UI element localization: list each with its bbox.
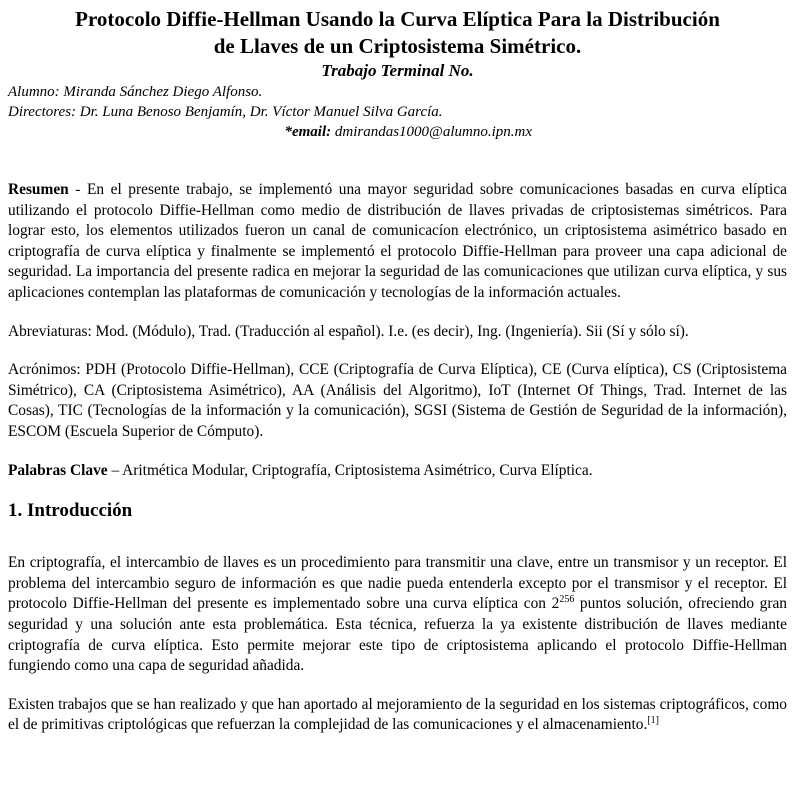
intro-p1-part-a: En criptografía, el intercambio de llaves es un procedimiento para transmitir una clave, entre un transmisor y un receptor. El problema del intercambio seguro de información es que nadie pueda entenderla excepto por el transmisor y el receptor. El protocolo Diffie-Hellman del presente es implementado sobre una curva elíptica con 2 bbox=[8, 554, 787, 613]
abbreviations: Abreviaturas: Mod. (Módulo), Trad. (Traducción al español). I.e. (es decir), Ing. (Ingeniería). Sii (Sí y sólo sí). bbox=[8, 322, 689, 340]
intro-paragraph-2 bbox=[8, 695, 787, 736]
exponent: 256 bbox=[559, 594, 575, 606]
keywords bbox=[8, 461, 787, 482]
paper-subtitle: Trabajo Terminal No. bbox=[321, 61, 474, 80]
intro-p2-text: Existen trabajos que se han realizado y que han aportado al mejoramiento de la seguridad en los sistemas criptográficos, como el de primitivas criptológicas que refuerzan la complejidad de las comunicaciones y el almacenamiento. bbox=[8, 695, 787, 734]
directors: Directores: Dr. Luna Benoso Benjamín, Dr. Víctor Manuel Silva García. bbox=[8, 104, 443, 120]
email-line bbox=[8, 122, 787, 142]
title-line-1: Protocolo Diffie-Hellman Usando la Curva Elíptica Para la Distribución bbox=[75, 7, 720, 31]
section-heading-introduccion: 1. Introducción bbox=[8, 500, 133, 522]
citation-ref-1[interactable]: [1] bbox=[647, 715, 659, 727]
email-address: dmirandas1000@alumno.ipn.mx bbox=[334, 124, 532, 140]
abstract bbox=[8, 180, 787, 304]
abstract-label: Resumen bbox=[8, 181, 69, 198]
paper-title bbox=[8, 6, 787, 60]
keywords-label: Palabras Clave bbox=[8, 461, 108, 479]
intro-p1-part-b: puntos solución, ofreciendo gran seguridad y una solución ante esta problemática. Esta técnica, refuerza la ya existente distribución de llaves mediante criptografía de curva elíptica. Esto permite mejorar este tipo de criptosistema aplicando el protocolo Diffie-Hellman fungiendo como una capa de seguridad añadida. bbox=[8, 595, 787, 675]
abstract-text: - En el presente trabajo, se implementó una mayor seguridad sobre comunicaciones basadas en curva elíptica utilizando el protocolo Diffie-Hellman como medio de distribución de llaves privadas de criptosistemas simétricos. Para lograr esto, los elementos utilizados fueron un canal de comunicacíon electrónico, un criptosistema asimétrico basado en criptografía de curva elíptica y finalmente se implementó el protocolo Diffie-Hellman para proveer una capa adicional de seguridad. La importancia del presente radica en mejorar la seguridad de las comunicaciones que utilizan curva elíptica, y sus aplicaciones contemplan las plataformas de comunicación y tecnologías de la información actuales. bbox=[8, 181, 787, 301]
title-line-2: de Llaves de un Criptosistema Simétrico. bbox=[213, 34, 582, 58]
intro-paragraph-1 bbox=[8, 553, 787, 677]
keywords-text: – Aritmética Modular, Criptografía, Criptosistema Asimétrico, Curva Elíptica. bbox=[107, 461, 593, 479]
email-label: *email: bbox=[284, 124, 332, 140]
student-name: Alumno: Miranda Sánchez Diego Alfonso. bbox=[8, 84, 263, 100]
acronyms: Acrónimos: PDH (Protocolo Diffie-Hellman), CCE (Criptografía de Curva Elíptica), CE (Curva elíptica), CS (Criptosistema Simétrico), CA (Criptosistema Asimétrico), AA (Análisis del Algoritmo), IoT (Internet Of Things, Trad. Internet de las Cosas), TIC (Tecnologías de la información y la comunicación), SGSI (Sistema de Gestión de Seguridad de la información), ESCOM (Escuela Superior de Cómputo). bbox=[8, 361, 787, 440]
